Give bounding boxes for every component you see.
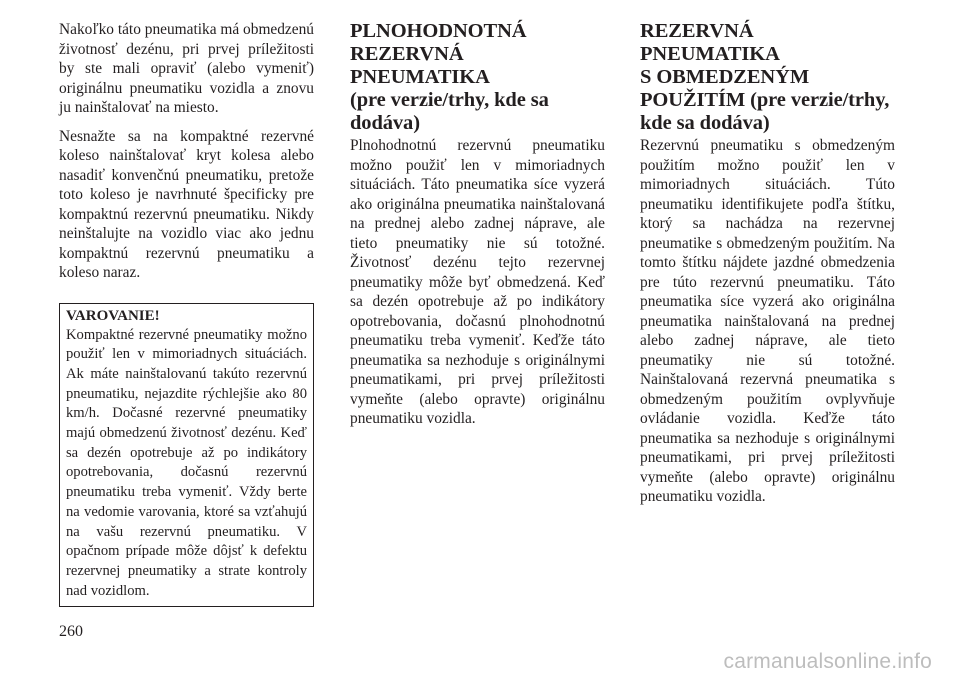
heading-line: kde sa dodáva) [640, 112, 770, 134]
left-column [59, 20, 314, 607]
warning-box [59, 303, 314, 608]
heading-line: S OBMEDZENÝM [640, 66, 810, 88]
body-paragraph: Rezervnú pneumatiku s obmedzeným použitím možno použiť len v mimoriadnych situáciách. Túto pneumatiku identifikujete podľa štítku, ktorý sa nachádza na rezervnej pneumatike s obmedzeným použitím. Na tomto štítku nájdete jazdné obmedzenia pre túto rezervnú pneumatiku. Táto pneumatika síce vyzerá ako originálna pneumatika nainštalovaná na prednej alebo zadnej nápravе, ale tieto pneumatiky nie sú totožné. Nainštalovaná rezervná pneumatika s obmedzeným použitím ovplyvňuje ovládanie vozidla. Keďže táto pneumatika sa nezhoduje s originálnymi pneumatikami, pri prvej príležitosti vymeňte (alebo opravte) originálnu pneumatiku vozidla. [640, 137, 895, 505]
heading-line: REZERVNÁ PNEUMATIKA [640, 20, 780, 65]
heading-line: PLNOHODNOTNÁ [350, 20, 527, 42]
heading-line: (pre verzie/trhy, kde sa dodáva) [350, 89, 549, 134]
section-heading [640, 20, 895, 135]
body-paragraph: Plnohodnotnú rezervnú pneumatiku možno použiť len v mimoriadnych situáciách. Táto pneumatika síce vyzerá ako originálna pneumatika nainštalovaná na prednej alebo zadnej nápravе, ale tieto pneumatiky nie sú totožné. Životnosť dezénu tejto rezervnej pneumatiky môže byť obmedzená. Keď sa dezén opotrebuje až po indikátory opotrebovania, dočasnú plnohodnotnú pneumatiku treba vymeniť. Keďže táto pneumatika sa nezhoduje s originálnymi pneumatikami, pri prvej príležitosti vymeňte (alebo opravte) originálnu pneumatiku vozidla. [350, 137, 605, 427]
body-paragraph: Nesnažte sa na kompaktné rezervné koleso nainštalovať kryt kolesa alebo nasadiť konvenčnú pneumatiku, pretože toto koleso je navrhnuté špecificky pre kompaktnú rezervnú pneumatiku. Nikdy neinštalujte na vozidlo viac ako jednu kompaktnú rezervnú pneumatiku a koleso naraz. [59, 127, 314, 281]
section-heading [350, 20, 605, 135]
page-number: 260 [59, 623, 83, 640]
heading-line: POUŽITÍM (pre verzie/trhy, [640, 89, 890, 111]
heading-line: REZERVNÁ PNEUMATIKA [350, 43, 490, 88]
warning-title: VAROVANIE! [66, 307, 160, 324]
warning-text: Kompaktné rezervné pneumatiky možno použiť len v mimoriadnych situáciách. Ak máte nainštalovanú takúto rezervnú pneumatiku, nejazdite rýchlejšie ako 80 km/h. Dočasné rezervné pneumatiky majú obmedzenú životnosť dezénu. Keď sa dezén opotrebuje až po indikátory opotrebovania, dočasnú rezervnú pneumatiku treba vymeniť. Vždy berte na vedomie varovania, ktoré sa vzťahujú na vašu rezervnú pneumatiku. V opačnom prípade môže dôjsť k defektu rezervnej pneumatiky a strate kontroly nad vozidlom. [66, 326, 307, 599]
right-column [640, 20, 895, 507]
watermark: carmanualsonline.info [723, 650, 932, 673]
middle-column [350, 20, 605, 429]
body-paragraph: Nakoľko táto pneumatika má obmedzenú životnosť dezénu, pri prvej príležitosti by ste mali opraviť (alebo vymeniť) originálnu pneumatiku vozidla a znovu ju nainštalovať na miesto. [59, 21, 314, 116]
